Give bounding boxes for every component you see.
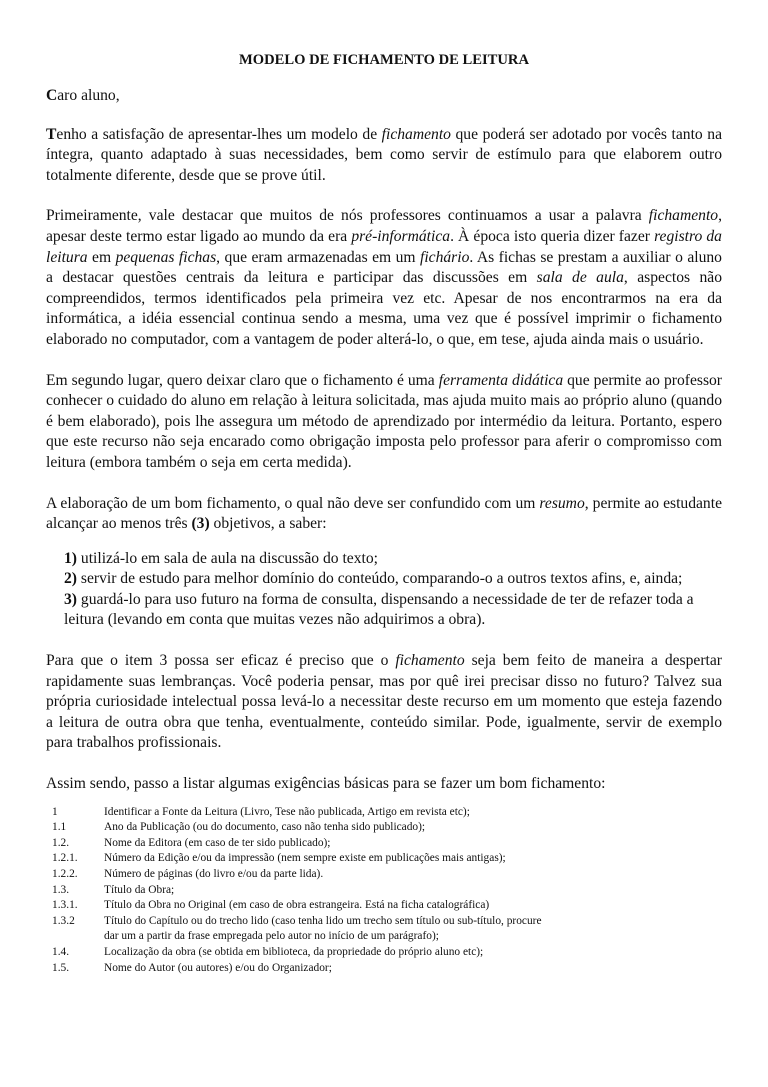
document-title: MODELO DE FICHAMENTO DE LEITURA <box>238 52 529 68</box>
objectives-list <box>46 549 722 631</box>
requirement-text: Título da Obra no Original (em caso de obra estrangeira. Está na ficha catalográfica) <box>104 899 490 912</box>
italic-term: ferramenta didática <box>438 371 564 389</box>
objective-item <box>64 569 722 590</box>
requirement-item <box>46 945 722 961</box>
requirement-item <box>46 836 722 852</box>
paragraph-intro-initial: T <box>46 125 57 143</box>
text-span: , aspectos não compreendidos, termos identificados pela primeira vez etc. Apesar de nos encontrarmos na era da informática, a idéia essencial continua sendo a mesma, uma vez que é possível imprimir o fichamento elaborado no computador, com a vantagem de poder alterá-lo, o que, em tese, ajuda ainda mais o usuário. <box>46 269 722 348</box>
text-span: Primeiramente, vale destacar que muitos de nós professores continuamos a usar a palavra <box>46 207 649 225</box>
text-span: que permite ao professor conhecer o cuidado do aluno em relação à leitura solicitada, mas ajuda muito mais ao próprio aluno (quando é bem elaborado), pois lhe assegura um método de aprendizado por intermédio da leitura. Portanto, espero que este recurso não seja encarado como obrigação imposta pelo professor para aferir o compromisso com leitura (embora também o seja em certa medida). <box>46 371 723 471</box>
requirement-item <box>46 961 722 977</box>
italic-term: sala de aula <box>536 269 624 287</box>
italic-term: fichamento <box>648 207 719 225</box>
requirement-number: 1.3.2 <box>52 914 75 927</box>
objective-text: servir de estudo para melhor domínio do conteúdo, comparando-o a outros textos afins, e, ainda; <box>77 570 683 588</box>
italic-term: fichamento <box>381 125 451 143</box>
text-span: . À época isto queria dizer fazer <box>450 227 655 245</box>
greeting-text: aro aluno, <box>57 87 120 104</box>
text-span: seja bem feito de maneira a despertar rapidamente suas lembranças. Você poderia pensar, mas por quê irei precisar disso no futuro? Talvez sua própria curiosidade intelectual possa levá-lo a necessitar deste recurso em um momento que esteja fazendo a leitura de outra obra que tenha, eventualmente, conteúdo similar. Pode, igualmente, servir de exemplo para trabalhos profissionais. <box>46 652 722 752</box>
requirement-number: 1.2.2. <box>52 868 78 880</box>
requirement-item <box>46 867 722 883</box>
requirement-number: 1.4. <box>52 945 70 958</box>
text-span: , que eram armazenadas em um <box>216 248 420 266</box>
requirement-number: 1.1 <box>52 821 67 834</box>
requirement-text: Título do Capítulo ou do trecho lido (caso tenha lido um trecho sem título ou sub-título, procure <box>104 914 542 927</box>
bold-term: (3) <box>191 515 210 533</box>
objective-number: 1) <box>64 549 77 567</box>
requirement-number: 1 <box>52 805 58 818</box>
requirement-text: Número da Edição e/ou da impressão (nem sempre existe em publicações mais antigas); <box>104 852 506 865</box>
text-span: Para que o item 3 possa ser eficaz é preciso que o <box>46 652 396 670</box>
text-span: A elaboração de um bom fichamento, o qual não deve ser confundido com um <box>46 494 540 512</box>
requirement-number: 1.5. <box>52 961 70 974</box>
requirement-item <box>46 805 722 821</box>
paragraph-second-point <box>46 371 722 474</box>
requirement-text: Nome da Editora (em caso de ter sido publicado); <box>104 836 331 849</box>
requirements-list <box>46 805 722 977</box>
requirement-text: Nome do Autor (ou autores) e/ou do Organizador; <box>104 961 332 974</box>
text-span: , permite ao estudante alcançar ao menos três <box>46 494 722 533</box>
objective-number: 3) <box>64 590 77 608</box>
requirement-continuation: dar um a partir da frase empregada pelo autor no início de um parágrafo); <box>104 930 439 943</box>
requirement-text: Título da Obra; <box>104 883 175 896</box>
requirement-text: Número de páginas (do livro e/ou da parte lida). <box>104 868 324 880</box>
paragraph-first-point <box>46 206 722 350</box>
italic-term: pequenas fichas <box>115 248 217 266</box>
requirement-item <box>46 883 722 899</box>
text-span: . As fichas se prestam a auxiliar o aluno a destacar questões centrais da leitura e participar das discussões em <box>46 248 722 287</box>
requirement-text: Localização da obra (se obtida em biblioteca, da propriedade do próprio aluno etc); <box>104 945 484 958</box>
italic-term: fichário <box>419 248 470 266</box>
objective-number: 2) <box>64 570 77 588</box>
objective-text: guardá-lo para uso futuro na forma de consulta, dispensando a necessidade de ter de refazer toda a leitura (levando em conta que muitas vezes não adquirimos a obra). <box>64 590 694 629</box>
requirement-item <box>46 914 722 930</box>
text-span: Em segundo lugar, quero deixar claro que o fichamento é uma <box>46 371 439 389</box>
text-span: objetivos, a saber: <box>209 515 327 533</box>
requirement-number: 1.3.1. <box>52 899 78 912</box>
objective-item <box>64 549 722 570</box>
greeting-initial: C <box>46 87 58 104</box>
italic-term: pré-informática <box>351 227 451 245</box>
paragraph-objectives-intro <box>46 494 722 535</box>
requirement-number: 1.2.1. <box>52 852 78 865</box>
requirement-number: 1.2. <box>52 836 70 849</box>
paragraph-item-three <box>46 651 722 754</box>
italic-term: registro da leitura <box>46 227 722 266</box>
italic-term: resumo <box>539 494 585 512</box>
greeting <box>46 86 722 107</box>
text-span: , apesar deste termo estar ligado ao mundo da era <box>46 207 722 245</box>
requirement-item <box>46 898 722 914</box>
text-span: em <box>87 248 116 266</box>
paragraph-requirements-intro: Assim sendo, passo a listar algumas exigências básicas para se fazer um bom fichamento: <box>46 775 606 793</box>
italic-term: fichamento <box>395 652 465 670</box>
requirement-item <box>46 820 722 836</box>
requirement-text: Identificar a Fonte da Leitura (Livro, Tese não publicada, Artigo em revista etc); <box>104 805 470 818</box>
paragraph-intro <box>46 125 722 187</box>
text-span: que poderá ser adotado por vocês tanto na íntegra, quanto adaptado à suas necessidades, bem como servir de estímulo para que elaborem outro totalmente diferente, desde que se prove útil. <box>46 125 722 184</box>
requirement-text: Ano da Publicação (ou do documento, caso não tenha sido publicado); <box>104 821 426 834</box>
text-span: enho a satisfação de apresentar-lhes um modelo de <box>56 125 382 143</box>
objective-text: utilizá-lo em sala de aula na discussão do texto; <box>77 549 378 567</box>
requirement-item <box>46 851 722 867</box>
requirement-number: 1.3. <box>52 883 70 896</box>
objective-item <box>64 590 722 631</box>
